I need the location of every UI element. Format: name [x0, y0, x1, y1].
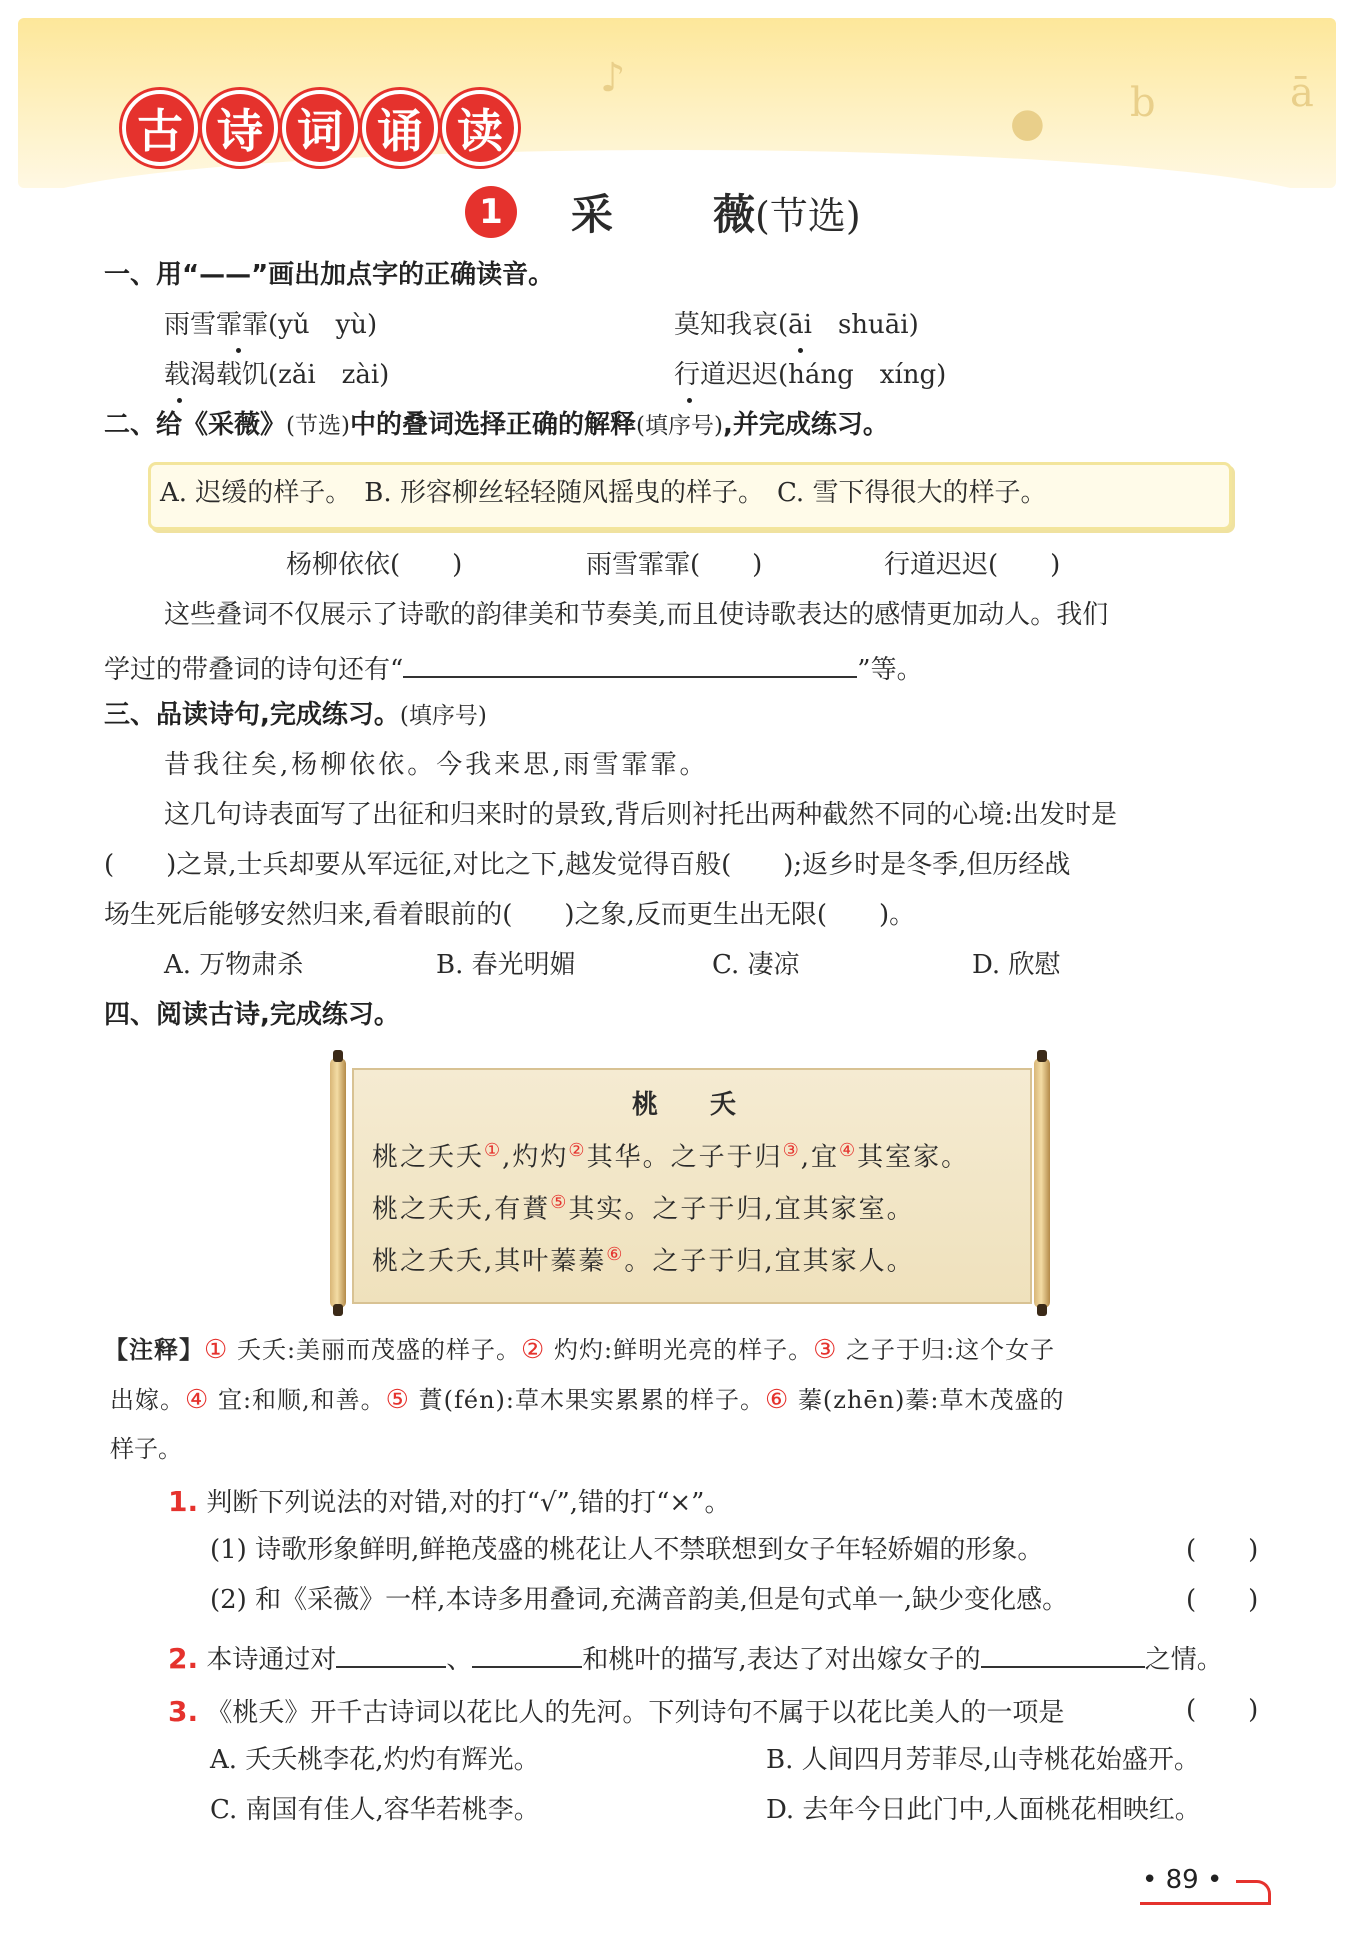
- judge-paren[interactable]: ( ): [1186, 1535, 1259, 1565]
- sub-question-3: 3. 《桃夭》开千古诗词以花比人的先河。下列诗句不属于以花比美人的一项是: [168, 1695, 1065, 1728]
- judge-item: (2) 和《采薇》一样,本诗多用叠词,充满音韵美,但是句式单一,缺少变化感。: [210, 1585, 1069, 1615]
- answer-blank[interactable]: [472, 1640, 582, 1668]
- q1-item: 载渴载饥(zǎi zài): [164, 360, 390, 390]
- q4-choice: A. 夭夭桃李花,灼灼有辉光。: [210, 1745, 540, 1775]
- lesson-number-badge: 1: [465, 186, 517, 238]
- q3-choice: D. 欣慰: [972, 950, 1061, 980]
- emphasis-dot: [236, 348, 241, 353]
- q1-heading: 一、用“——”画出加点字的正确读音。: [104, 260, 555, 290]
- q2-fill-item: 雨雪霏霏( ): [586, 550, 763, 580]
- answer-blank[interactable]: [336, 1640, 446, 1668]
- section-title-char: 读: [442, 90, 518, 166]
- decor-circle-icon: ●: [1010, 100, 1045, 146]
- poem-line: 桃之夭夭,其叶蓁蓁⑥。之子于归,宜其家人。: [372, 1244, 915, 1277]
- emphasis-dot: [687, 398, 692, 403]
- notes-line: 出嫁。④ 宜:和顺,和善。⑤ 蕡(fén):草木果实累累的样子。⑥ 蓁(zhēn)蓁:草木茂盛的: [110, 1385, 1065, 1415]
- q2-heading: 二、给《采薇》(节选)中的叠词选择正确的解释(填序号),并完成练习。: [104, 410, 889, 440]
- poem-title: 桃 夭: [632, 1090, 737, 1120]
- lesson-title-char-1: 采: [571, 190, 614, 239]
- judge-item: (1) 诗歌形象鲜明,鲜艳茂盛的桃花让人不禁联想到女子年轻娇媚的形象。: [210, 1535, 1044, 1565]
- q3-choice: C. 凄凉: [712, 950, 800, 980]
- choice-paren[interactable]: ( ): [1186, 1695, 1259, 1725]
- q3-heading: 三、品读诗句,完成练习。(填序号): [104, 700, 487, 730]
- q3-poem: 昔我往矣,杨柳依依。今我来思,雨雪霏霏。: [164, 750, 709, 780]
- q2-paragraph-line: 学过的带叠词的诗句还有“ ”等。: [104, 650, 923, 686]
- scroll-rod-left: [330, 1058, 346, 1308]
- section-title-char: 诗: [202, 90, 278, 166]
- decor-letter-b-icon: b: [1130, 80, 1156, 126]
- q2-fill-item: 行道迟迟( ): [884, 550, 1061, 580]
- q2-fill-item: 杨柳依依( ): [286, 550, 463, 580]
- q3-choice: B. 春光明媚: [436, 950, 576, 980]
- emphasis-dot: [798, 348, 803, 353]
- judge-paren[interactable]: ( ): [1186, 1585, 1259, 1615]
- q4-heading: 四、阅读古诗,完成练习。: [104, 1000, 400, 1030]
- page-number: • 89 •: [1142, 1865, 1223, 1895]
- q3-paragraph-line: ( )之景,士兵却要从军远征,对比之下,越发觉得百般( );返乡时是冬季,但历经战: [104, 850, 1071, 880]
- notes-line: 样子。: [110, 1435, 182, 1463]
- answer-blank[interactable]: [403, 650, 857, 678]
- section-title: [122, 90, 518, 166]
- sub-question-2: 2. 本诗通过对 、 和桃叶的描写,表达了对出嫁女子的 之情。: [168, 1642, 1223, 1675]
- notes-label: 【注释】: [104, 1336, 204, 1364]
- answer-blank[interactable]: [981, 1640, 1145, 1668]
- section-title-char: 古: [122, 90, 198, 166]
- q1-item: 行道迟迟(háng xíng): [674, 360, 947, 390]
- sub-question-1: 1. 判断下列说法的对错,对的打“√”,错的打“×”。: [168, 1485, 731, 1518]
- section-title-char: 词: [282, 90, 358, 166]
- q1-item: 雨雪霏霏(yǔ yù): [164, 310, 378, 340]
- poem-line: 桃之夭夭①,灼灼②其华。之子于归③,宜④其室家。: [372, 1140, 970, 1173]
- q3-paragraph-line: 这几句诗表面写了出征和归来时的景致,背后则衬托出两种截然不同的心境:出发时是: [164, 800, 1118, 830]
- page-hook-icon: [1236, 1880, 1271, 1905]
- lesson-title: [465, 182, 861, 242]
- q4-choice: C. 南国有佳人,容华若桃李。: [210, 1795, 540, 1825]
- lesson-subtitle: (节选): [755, 193, 861, 238]
- q2-options: A. 迟缓的样子。 B. 形容柳丝轻轻随风摇曳的样子。 C. 雪下得很大的样子。: [160, 478, 1047, 508]
- section-title-char: 诵: [362, 90, 438, 166]
- decor-note-icon: ♪: [600, 55, 626, 101]
- q2-paragraph-line: 这些叠词不仅展示了诗歌的韵律美和节奏美,而且使诗歌表达的感情更加动人。我们: [164, 600, 1109, 630]
- q4-choice: B. 人间四月芳菲尽,山寺桃花始盛开。: [766, 1745, 1200, 1775]
- q4-choice: D. 去年今日此门中,人面桃花相映红。: [766, 1795, 1201, 1825]
- poem-line: 桃之夭夭,有蕡⑤其实。之子于归,宜其家室。: [372, 1192, 915, 1225]
- scroll-rod-right: [1034, 1058, 1050, 1308]
- decor-letter-a-icon: ā: [1290, 70, 1314, 116]
- q1-item: 莫知我哀(āi shuāi): [674, 310, 919, 340]
- lesson-title-char-2: 薇: [713, 190, 756, 239]
- notes-line: 【注释】① 夭夭:美丽而茂盛的样子。② 灼灼:鲜明光亮的样子。③ 之子于归:这个女子: [104, 1335, 1056, 1365]
- q3-paragraph-line: 场生死后能够安然归来,看着眼前的( )之象,反而更生出无限( )。: [104, 900, 916, 930]
- emphasis-dot: [177, 398, 182, 403]
- q3-choice: A. 万物肃杀: [164, 950, 304, 980]
